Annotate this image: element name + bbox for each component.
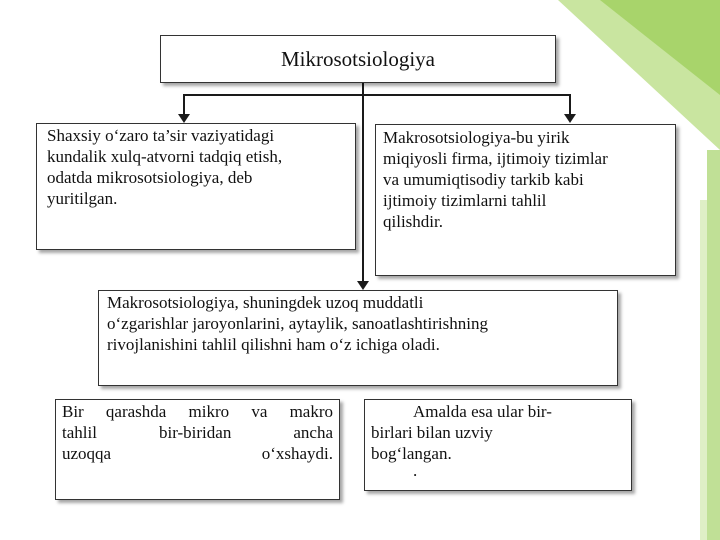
micro-macro-distance-text: Bir qarashda mikro va makro tahlil bir-biridan ancha uzoqqa o‘xshaydi. <box>62 402 333 463</box>
microsociology-definition-text: Shaxsiy o‘zaro ta’sir vaziyatidagi kundalik xulq-atvorni tadqiq etish, odatda mikrosotsiologiya, deb yuritilgan. <box>47 126 283 208</box>
arrow-to-left-box <box>178 114 190 123</box>
title-text: Mikrosotsiologiya <box>280 46 435 71</box>
connector-left <box>184 95 570 116</box>
green-side-strip-inner <box>700 200 707 540</box>
micro-macro-connection-text: Amalda esa ular bir- birlari bilan uzviy bog‘langan. <box>371 402 552 463</box>
macrosociology-definition-box <box>375 124 676 276</box>
long-term-changes-box <box>98 290 618 386</box>
green-side-strip <box>707 150 720 540</box>
arrow-to-right-box <box>564 114 576 123</box>
long-term-changes-text: Makrosotsiologiya, shuningdek uzoq muddatli o‘zgarishlar jaroyonlarini, aytaylik, sanoatlashtirishning rivojlanishini tahlil qilishni ham o‘z ichiga oladi. <box>107 293 488 354</box>
macrosociology-definition-text: Makrosotsiologiya-bu yirik miqiyosli firma, ijtimoiy tizimlar va umumiqtisodiy tarkib kabi ijtimoiy tizimlarni tahlil qilishdir. <box>383 128 608 231</box>
micro-macro-connection-box <box>364 399 632 491</box>
microsociology-definition-box <box>36 123 356 250</box>
arrow-to-middle-box <box>357 281 369 290</box>
trailing-dot: . <box>413 461 418 480</box>
title-box <box>160 35 556 83</box>
micro-macro-distance-box <box>55 399 340 500</box>
